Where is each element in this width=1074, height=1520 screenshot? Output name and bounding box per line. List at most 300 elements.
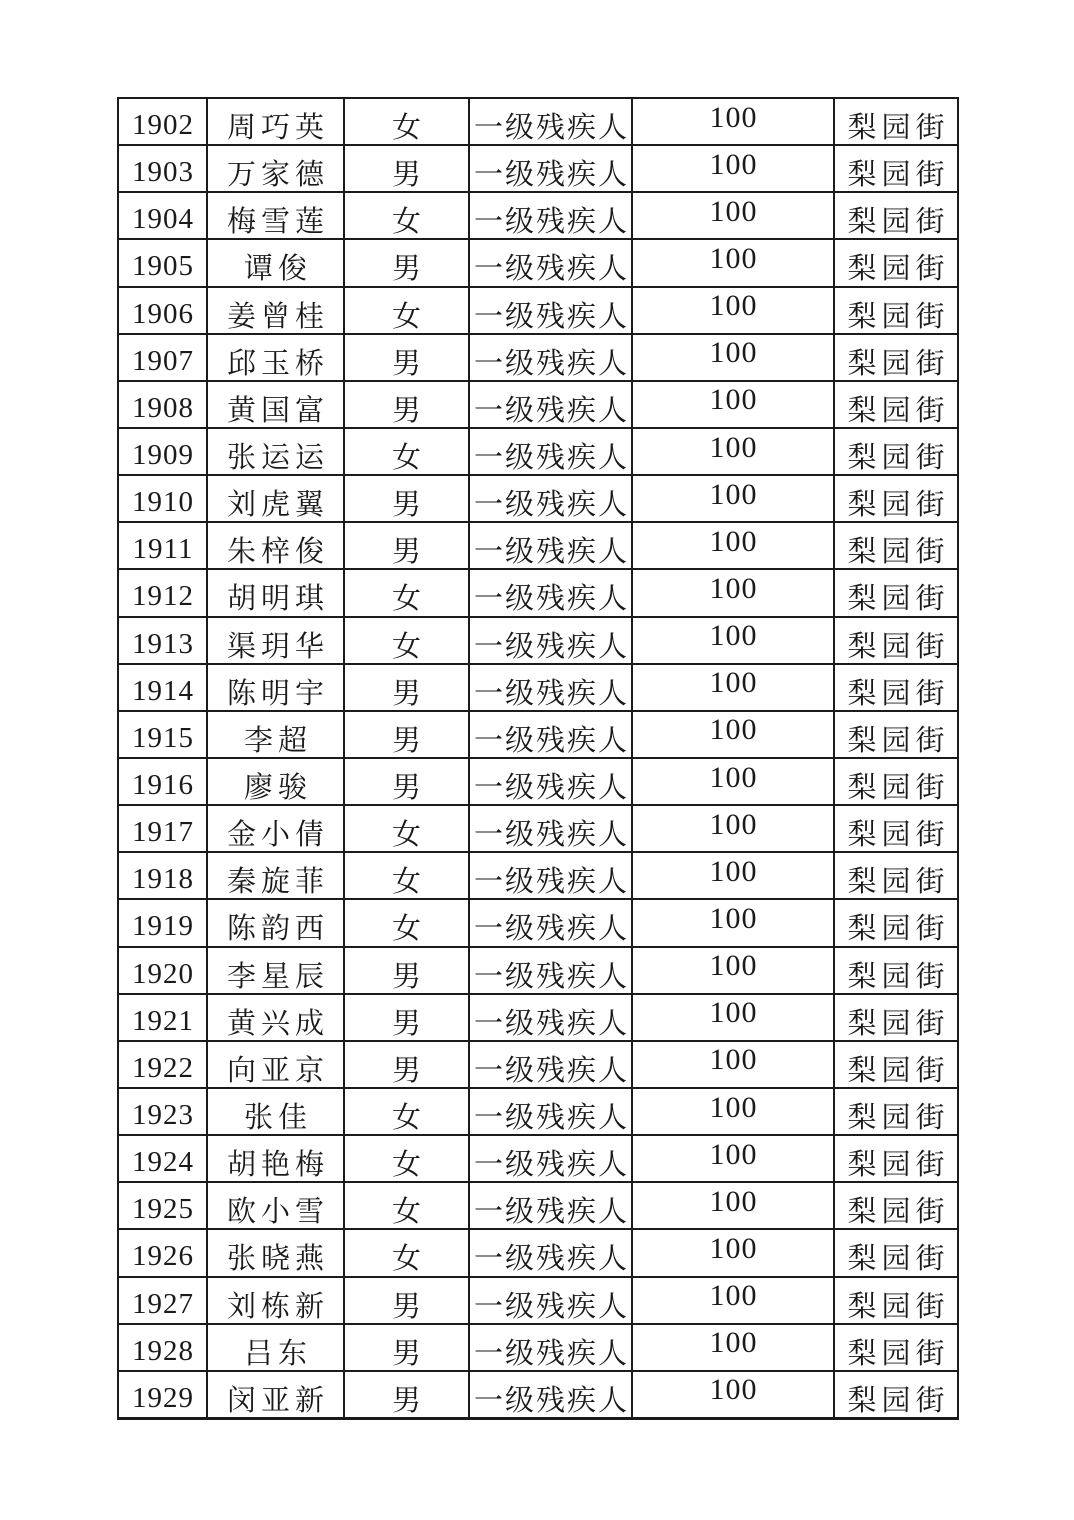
gender-text: 男 bbox=[391, 347, 421, 380]
street-text: 梨园街 bbox=[847, 206, 950, 239]
cell-category bbox=[469, 192, 632, 239]
cell-category bbox=[469, 239, 632, 286]
cell-amount bbox=[632, 475, 834, 522]
gender-text: 男 bbox=[391, 960, 421, 993]
table-row bbox=[118, 522, 958, 569]
cell-amount bbox=[632, 1229, 834, 1276]
cell-name bbox=[207, 569, 344, 616]
serial-number-text: 1911 bbox=[132, 533, 194, 566]
category-text: 一级残疾人 bbox=[473, 866, 629, 899]
cell-name bbox=[207, 899, 344, 946]
category-text: 一级残疾人 bbox=[473, 913, 629, 946]
gender-text: 女 bbox=[391, 1149, 421, 1182]
gender-text: 女 bbox=[391, 630, 421, 663]
street-text: 梨园街 bbox=[847, 1054, 950, 1087]
person-name-text: 李超 bbox=[243, 724, 312, 757]
amount-text: 100 bbox=[709, 760, 758, 794]
cell-gender bbox=[344, 899, 469, 946]
cell-gender bbox=[344, 805, 469, 852]
cell-name bbox=[207, 1277, 344, 1324]
cell-serial-number bbox=[118, 664, 207, 711]
cell-amount bbox=[632, 1182, 834, 1229]
cell-category bbox=[469, 98, 632, 145]
cell-street bbox=[834, 1135, 958, 1182]
serial-number-text: 1928 bbox=[132, 1334, 194, 1367]
person-name-text: 朱梓俊 bbox=[226, 536, 329, 569]
cell-street bbox=[834, 899, 958, 946]
cell-amount bbox=[632, 381, 834, 428]
amount-text: 100 bbox=[709, 949, 758, 983]
gender-text: 男 bbox=[391, 1007, 421, 1040]
cell-amount bbox=[632, 1371, 834, 1419]
table-row bbox=[118, 1041, 958, 1088]
serial-number-text: 1926 bbox=[132, 1240, 194, 1273]
cell-serial-number bbox=[118, 711, 207, 758]
cell-serial-number bbox=[118, 145, 207, 192]
amount-text: 100 bbox=[709, 100, 758, 134]
person-name-text: 黄国富 bbox=[226, 394, 329, 427]
cell-name bbox=[207, 994, 344, 1041]
cell-gender bbox=[344, 1041, 469, 1088]
street-text: 梨园街 bbox=[847, 724, 950, 757]
amount-text: 100 bbox=[709, 996, 758, 1030]
street-text: 梨园街 bbox=[847, 347, 950, 380]
gender-text: 男 bbox=[391, 1290, 421, 1323]
table-row bbox=[118, 1088, 958, 1135]
table-body bbox=[118, 98, 958, 1419]
cell-amount bbox=[632, 428, 834, 475]
cell-amount bbox=[632, 569, 834, 616]
gender-text: 男 bbox=[391, 677, 421, 710]
table-row bbox=[118, 1277, 958, 1324]
category-text: 一级残疾人 bbox=[473, 772, 629, 805]
amount-text: 100 bbox=[709, 1279, 758, 1313]
cell-serial-number bbox=[118, 947, 207, 994]
cell-amount bbox=[632, 1324, 834, 1371]
amount-text: 100 bbox=[709, 1373, 758, 1407]
cell-street bbox=[834, 145, 958, 192]
category-text: 一级残疾人 bbox=[473, 724, 629, 757]
cell-gender bbox=[344, 1371, 469, 1419]
cell-category bbox=[469, 381, 632, 428]
category-text: 一级残疾人 bbox=[473, 960, 629, 993]
cell-name bbox=[207, 947, 344, 994]
person-name-text: 欧小雪 bbox=[226, 1196, 329, 1229]
amount-text: 100 bbox=[709, 1326, 758, 1360]
cell-gender bbox=[344, 994, 469, 1041]
cell-category bbox=[469, 805, 632, 852]
cell-serial-number bbox=[118, 1182, 207, 1229]
street-text: 梨园街 bbox=[847, 772, 950, 805]
cell-street bbox=[834, 98, 958, 145]
amount-text: 100 bbox=[709, 571, 758, 605]
gender-text: 女 bbox=[391, 819, 421, 852]
cell-amount bbox=[632, 1277, 834, 1324]
cell-amount bbox=[632, 522, 834, 569]
street-text: 梨园街 bbox=[847, 913, 950, 946]
cell-category bbox=[469, 1182, 632, 1229]
category-text: 一级残疾人 bbox=[473, 347, 629, 380]
cell-street bbox=[834, 1324, 958, 1371]
cell-name bbox=[207, 522, 344, 569]
serial-number-text: 1906 bbox=[132, 297, 194, 330]
cell-name bbox=[207, 1324, 344, 1371]
amount-text: 100 bbox=[709, 901, 758, 935]
cell-gender bbox=[344, 522, 469, 569]
gender-text: 男 bbox=[391, 1337, 421, 1370]
cell-amount bbox=[632, 711, 834, 758]
person-name-text: 张佳 bbox=[243, 1102, 312, 1135]
cell-serial-number bbox=[118, 1277, 207, 1324]
street-text: 梨园街 bbox=[847, 394, 950, 427]
cell-gender bbox=[344, 145, 469, 192]
amount-text: 100 bbox=[709, 854, 758, 888]
amount-text: 100 bbox=[709, 807, 758, 841]
cell-amount bbox=[632, 239, 834, 286]
street-text: 梨园街 bbox=[847, 1149, 950, 1182]
street-text: 梨园街 bbox=[847, 253, 950, 286]
cell-gender bbox=[344, 852, 469, 899]
amount-text: 100 bbox=[709, 1137, 758, 1171]
street-text: 梨园街 bbox=[847, 112, 950, 145]
cell-name bbox=[207, 475, 344, 522]
cell-amount bbox=[632, 1135, 834, 1182]
street-text: 梨园街 bbox=[847, 1290, 950, 1323]
table-row bbox=[118, 428, 958, 475]
category-text: 一级残疾人 bbox=[473, 1054, 629, 1087]
cell-amount bbox=[632, 1041, 834, 1088]
cell-name bbox=[207, 192, 344, 239]
table-row bbox=[118, 475, 958, 522]
gender-text: 男 bbox=[391, 772, 421, 805]
cell-category bbox=[469, 475, 632, 522]
cell-category bbox=[469, 569, 632, 616]
table-row bbox=[118, 805, 958, 852]
cell-serial-number bbox=[118, 98, 207, 145]
person-name-text: 邱玉桥 bbox=[226, 347, 329, 380]
cell-amount bbox=[632, 192, 834, 239]
cell-serial-number bbox=[118, 1371, 207, 1419]
cell-gender bbox=[344, 98, 469, 145]
person-name-text: 向亚京 bbox=[226, 1054, 329, 1087]
serial-number-text: 1920 bbox=[132, 957, 194, 990]
table-row bbox=[118, 711, 958, 758]
cell-category bbox=[469, 852, 632, 899]
cell-street bbox=[834, 1088, 958, 1135]
table-row bbox=[118, 617, 958, 664]
table-row bbox=[118, 852, 958, 899]
amount-text: 100 bbox=[709, 241, 758, 275]
cell-serial-number bbox=[118, 239, 207, 286]
cell-amount bbox=[632, 334, 834, 381]
person-name-text: 胡明琪 bbox=[226, 583, 329, 616]
serial-number-text: 1924 bbox=[132, 1146, 194, 1179]
gender-text: 女 bbox=[391, 866, 421, 899]
cell-name bbox=[207, 1371, 344, 1419]
table-row bbox=[118, 947, 958, 994]
cell-street bbox=[834, 994, 958, 1041]
table-row bbox=[118, 192, 958, 239]
serial-number-text: 1903 bbox=[132, 156, 194, 189]
cell-category bbox=[469, 287, 632, 334]
cell-street bbox=[834, 1182, 958, 1229]
cell-serial-number bbox=[118, 1324, 207, 1371]
cell-category bbox=[469, 1135, 632, 1182]
street-text: 梨园街 bbox=[847, 960, 950, 993]
serial-number-text: 1909 bbox=[132, 439, 194, 472]
category-text: 一级残疾人 bbox=[473, 536, 629, 569]
cell-name bbox=[207, 428, 344, 475]
cell-serial-number bbox=[118, 428, 207, 475]
gender-text: 男 bbox=[391, 536, 421, 569]
person-name-text: 姜曾桂 bbox=[226, 300, 329, 333]
cell-category bbox=[469, 899, 632, 946]
person-name-text: 渠玥华 bbox=[226, 630, 329, 663]
person-name-text: 万家德 bbox=[226, 159, 329, 192]
table-row bbox=[118, 98, 958, 145]
category-text: 一级残疾人 bbox=[473, 489, 629, 522]
gender-text: 女 bbox=[391, 1102, 421, 1135]
street-text: 梨园街 bbox=[847, 442, 950, 475]
table-row bbox=[118, 334, 958, 381]
serial-number-text: 1921 bbox=[132, 1004, 194, 1037]
category-text: 一级残疾人 bbox=[473, 1290, 629, 1323]
cell-gender bbox=[344, 758, 469, 805]
amount-text: 100 bbox=[709, 619, 758, 653]
person-name-text: 陈明宇 bbox=[226, 677, 329, 710]
cell-category bbox=[469, 664, 632, 711]
cell-street bbox=[834, 805, 958, 852]
cell-name bbox=[207, 664, 344, 711]
category-text: 一级残疾人 bbox=[473, 1243, 629, 1276]
cell-amount bbox=[632, 805, 834, 852]
cell-gender bbox=[344, 569, 469, 616]
cell-category bbox=[469, 522, 632, 569]
street-text: 梨园街 bbox=[847, 583, 950, 616]
table-row bbox=[118, 1182, 958, 1229]
cell-gender bbox=[344, 192, 469, 239]
cell-serial-number bbox=[118, 1041, 207, 1088]
person-name-text: 李星辰 bbox=[226, 960, 329, 993]
cell-amount bbox=[632, 617, 834, 664]
gender-text: 女 bbox=[391, 442, 421, 475]
amount-text: 100 bbox=[709, 1184, 758, 1218]
serial-number-text: 1910 bbox=[132, 486, 194, 519]
category-text: 一级残疾人 bbox=[473, 1384, 629, 1417]
amount-text: 100 bbox=[709, 1231, 758, 1265]
cell-gender bbox=[344, 428, 469, 475]
gender-text: 女 bbox=[391, 1243, 421, 1276]
serial-number-text: 1913 bbox=[132, 627, 194, 660]
street-text: 梨园街 bbox=[847, 677, 950, 710]
cell-serial-number bbox=[118, 569, 207, 616]
cell-amount bbox=[632, 145, 834, 192]
street-text: 梨园街 bbox=[847, 300, 950, 333]
serial-number-text: 1925 bbox=[132, 1193, 194, 1226]
street-text: 梨园街 bbox=[847, 1243, 950, 1276]
cell-street bbox=[834, 334, 958, 381]
person-name-text: 黄兴成 bbox=[226, 1007, 329, 1040]
category-text: 一级残疾人 bbox=[473, 677, 629, 710]
serial-number-text: 1922 bbox=[132, 1051, 194, 1084]
cell-serial-number bbox=[118, 1229, 207, 1276]
serial-number-text: 1902 bbox=[132, 109, 194, 142]
gender-text: 女 bbox=[391, 300, 421, 333]
cell-serial-number bbox=[118, 805, 207, 852]
category-text: 一级残疾人 bbox=[473, 1102, 629, 1135]
cell-amount bbox=[632, 899, 834, 946]
street-text: 梨园街 bbox=[847, 489, 950, 522]
category-text: 一级残疾人 bbox=[473, 1007, 629, 1040]
cell-gender bbox=[344, 947, 469, 994]
cell-name bbox=[207, 1135, 344, 1182]
category-text: 一级残疾人 bbox=[473, 442, 629, 475]
street-text: 梨园街 bbox=[847, 819, 950, 852]
category-text: 一级残疾人 bbox=[473, 112, 629, 145]
person-name-text: 闵亚新 bbox=[226, 1384, 329, 1417]
serial-number-text: 1904 bbox=[132, 203, 194, 236]
cell-name bbox=[207, 711, 344, 758]
person-name-text: 张晓燕 bbox=[226, 1243, 329, 1276]
cell-amount bbox=[632, 994, 834, 1041]
serial-number-text: 1917 bbox=[132, 816, 194, 849]
cell-name bbox=[207, 758, 344, 805]
cell-category bbox=[469, 947, 632, 994]
person-name-text: 吕东 bbox=[243, 1337, 312, 1370]
cell-category bbox=[469, 617, 632, 664]
person-name-text: 陈韵西 bbox=[226, 913, 329, 946]
category-text: 一级残疾人 bbox=[473, 819, 629, 852]
cell-street bbox=[834, 287, 958, 334]
category-text: 一级残疾人 bbox=[473, 1196, 629, 1229]
cell-name bbox=[207, 98, 344, 145]
cell-name bbox=[207, 239, 344, 286]
table-row bbox=[118, 899, 958, 946]
table-row bbox=[118, 1135, 958, 1182]
cell-street bbox=[834, 1371, 958, 1419]
cell-street bbox=[834, 711, 958, 758]
amount-text: 100 bbox=[709, 336, 758, 370]
person-name-text: 刘虎翼 bbox=[226, 489, 329, 522]
amount-text: 100 bbox=[709, 713, 758, 747]
cell-amount bbox=[632, 758, 834, 805]
gender-text: 女 bbox=[391, 913, 421, 946]
category-text: 一级残疾人 bbox=[473, 1337, 629, 1370]
cell-street bbox=[834, 569, 958, 616]
person-name-text: 金小倩 bbox=[226, 819, 329, 852]
cell-category bbox=[469, 1324, 632, 1371]
cell-street bbox=[834, 1229, 958, 1276]
cell-street bbox=[834, 428, 958, 475]
serial-number-text: 1923 bbox=[132, 1099, 194, 1132]
amount-text: 100 bbox=[709, 430, 758, 464]
gender-text: 女 bbox=[391, 206, 421, 239]
table-row bbox=[118, 994, 958, 1041]
cell-serial-number bbox=[118, 522, 207, 569]
cell-gender bbox=[344, 334, 469, 381]
cell-gender bbox=[344, 1277, 469, 1324]
cell-gender bbox=[344, 1088, 469, 1135]
gender-text: 男 bbox=[391, 159, 421, 192]
cell-amount bbox=[632, 1088, 834, 1135]
street-text: 梨园街 bbox=[847, 1007, 950, 1040]
gender-text: 男 bbox=[391, 724, 421, 757]
cell-gender bbox=[344, 475, 469, 522]
amount-text: 100 bbox=[709, 1090, 758, 1124]
cell-gender bbox=[344, 287, 469, 334]
person-name-text: 谭俊 bbox=[243, 253, 312, 286]
person-name-text: 梅雪莲 bbox=[226, 206, 329, 239]
street-text: 梨园街 bbox=[847, 1102, 950, 1135]
amount-text: 100 bbox=[709, 383, 758, 417]
street-text: 梨园街 bbox=[847, 1384, 950, 1417]
cell-serial-number bbox=[118, 758, 207, 805]
cell-serial-number bbox=[118, 994, 207, 1041]
cell-serial-number bbox=[118, 334, 207, 381]
cell-street bbox=[834, 617, 958, 664]
category-text: 一级残疾人 bbox=[473, 1149, 629, 1182]
cell-category bbox=[469, 711, 632, 758]
cell-street bbox=[834, 758, 958, 805]
table-row bbox=[118, 381, 958, 428]
cell-street bbox=[834, 475, 958, 522]
street-text: 梨园街 bbox=[847, 630, 950, 663]
cell-category bbox=[469, 1229, 632, 1276]
cell-serial-number bbox=[118, 381, 207, 428]
cell-serial-number bbox=[118, 287, 207, 334]
gender-text: 女 bbox=[391, 583, 421, 616]
amount-text: 100 bbox=[709, 194, 758, 228]
serial-number-text: 1912 bbox=[132, 580, 194, 613]
serial-number-text: 1915 bbox=[132, 721, 194, 754]
cell-category bbox=[469, 1041, 632, 1088]
person-name-text: 周巧英 bbox=[226, 112, 329, 145]
cell-street bbox=[834, 1041, 958, 1088]
cell-amount bbox=[632, 852, 834, 899]
cell-category bbox=[469, 145, 632, 192]
cell-name bbox=[207, 1229, 344, 1276]
person-name-text: 刘栋新 bbox=[226, 1290, 329, 1323]
table-row bbox=[118, 1229, 958, 1276]
cell-name bbox=[207, 381, 344, 428]
table-row bbox=[118, 1371, 958, 1419]
category-text: 一级残疾人 bbox=[473, 583, 629, 616]
cell-category bbox=[469, 1371, 632, 1419]
cell-street bbox=[834, 947, 958, 994]
cell-serial-number bbox=[118, 1135, 207, 1182]
cell-street bbox=[834, 381, 958, 428]
cell-category bbox=[469, 1277, 632, 1324]
cell-category bbox=[469, 758, 632, 805]
cell-name bbox=[207, 1182, 344, 1229]
category-text: 一级残疾人 bbox=[473, 394, 629, 427]
category-text: 一级残疾人 bbox=[473, 253, 629, 286]
cell-serial-number bbox=[118, 852, 207, 899]
cell-gender bbox=[344, 381, 469, 428]
table-row bbox=[118, 758, 958, 805]
street-text: 梨园街 bbox=[847, 866, 950, 899]
cell-gender bbox=[344, 239, 469, 286]
cell-name bbox=[207, 1041, 344, 1088]
category-text: 一级残疾人 bbox=[473, 206, 629, 239]
cell-serial-number bbox=[118, 1088, 207, 1135]
serial-number-text: 1919 bbox=[132, 910, 194, 943]
cell-street bbox=[834, 1277, 958, 1324]
table-row bbox=[118, 664, 958, 711]
person-name-text: 胡艳梅 bbox=[226, 1149, 329, 1182]
gender-text: 男 bbox=[391, 253, 421, 286]
cell-name bbox=[207, 145, 344, 192]
